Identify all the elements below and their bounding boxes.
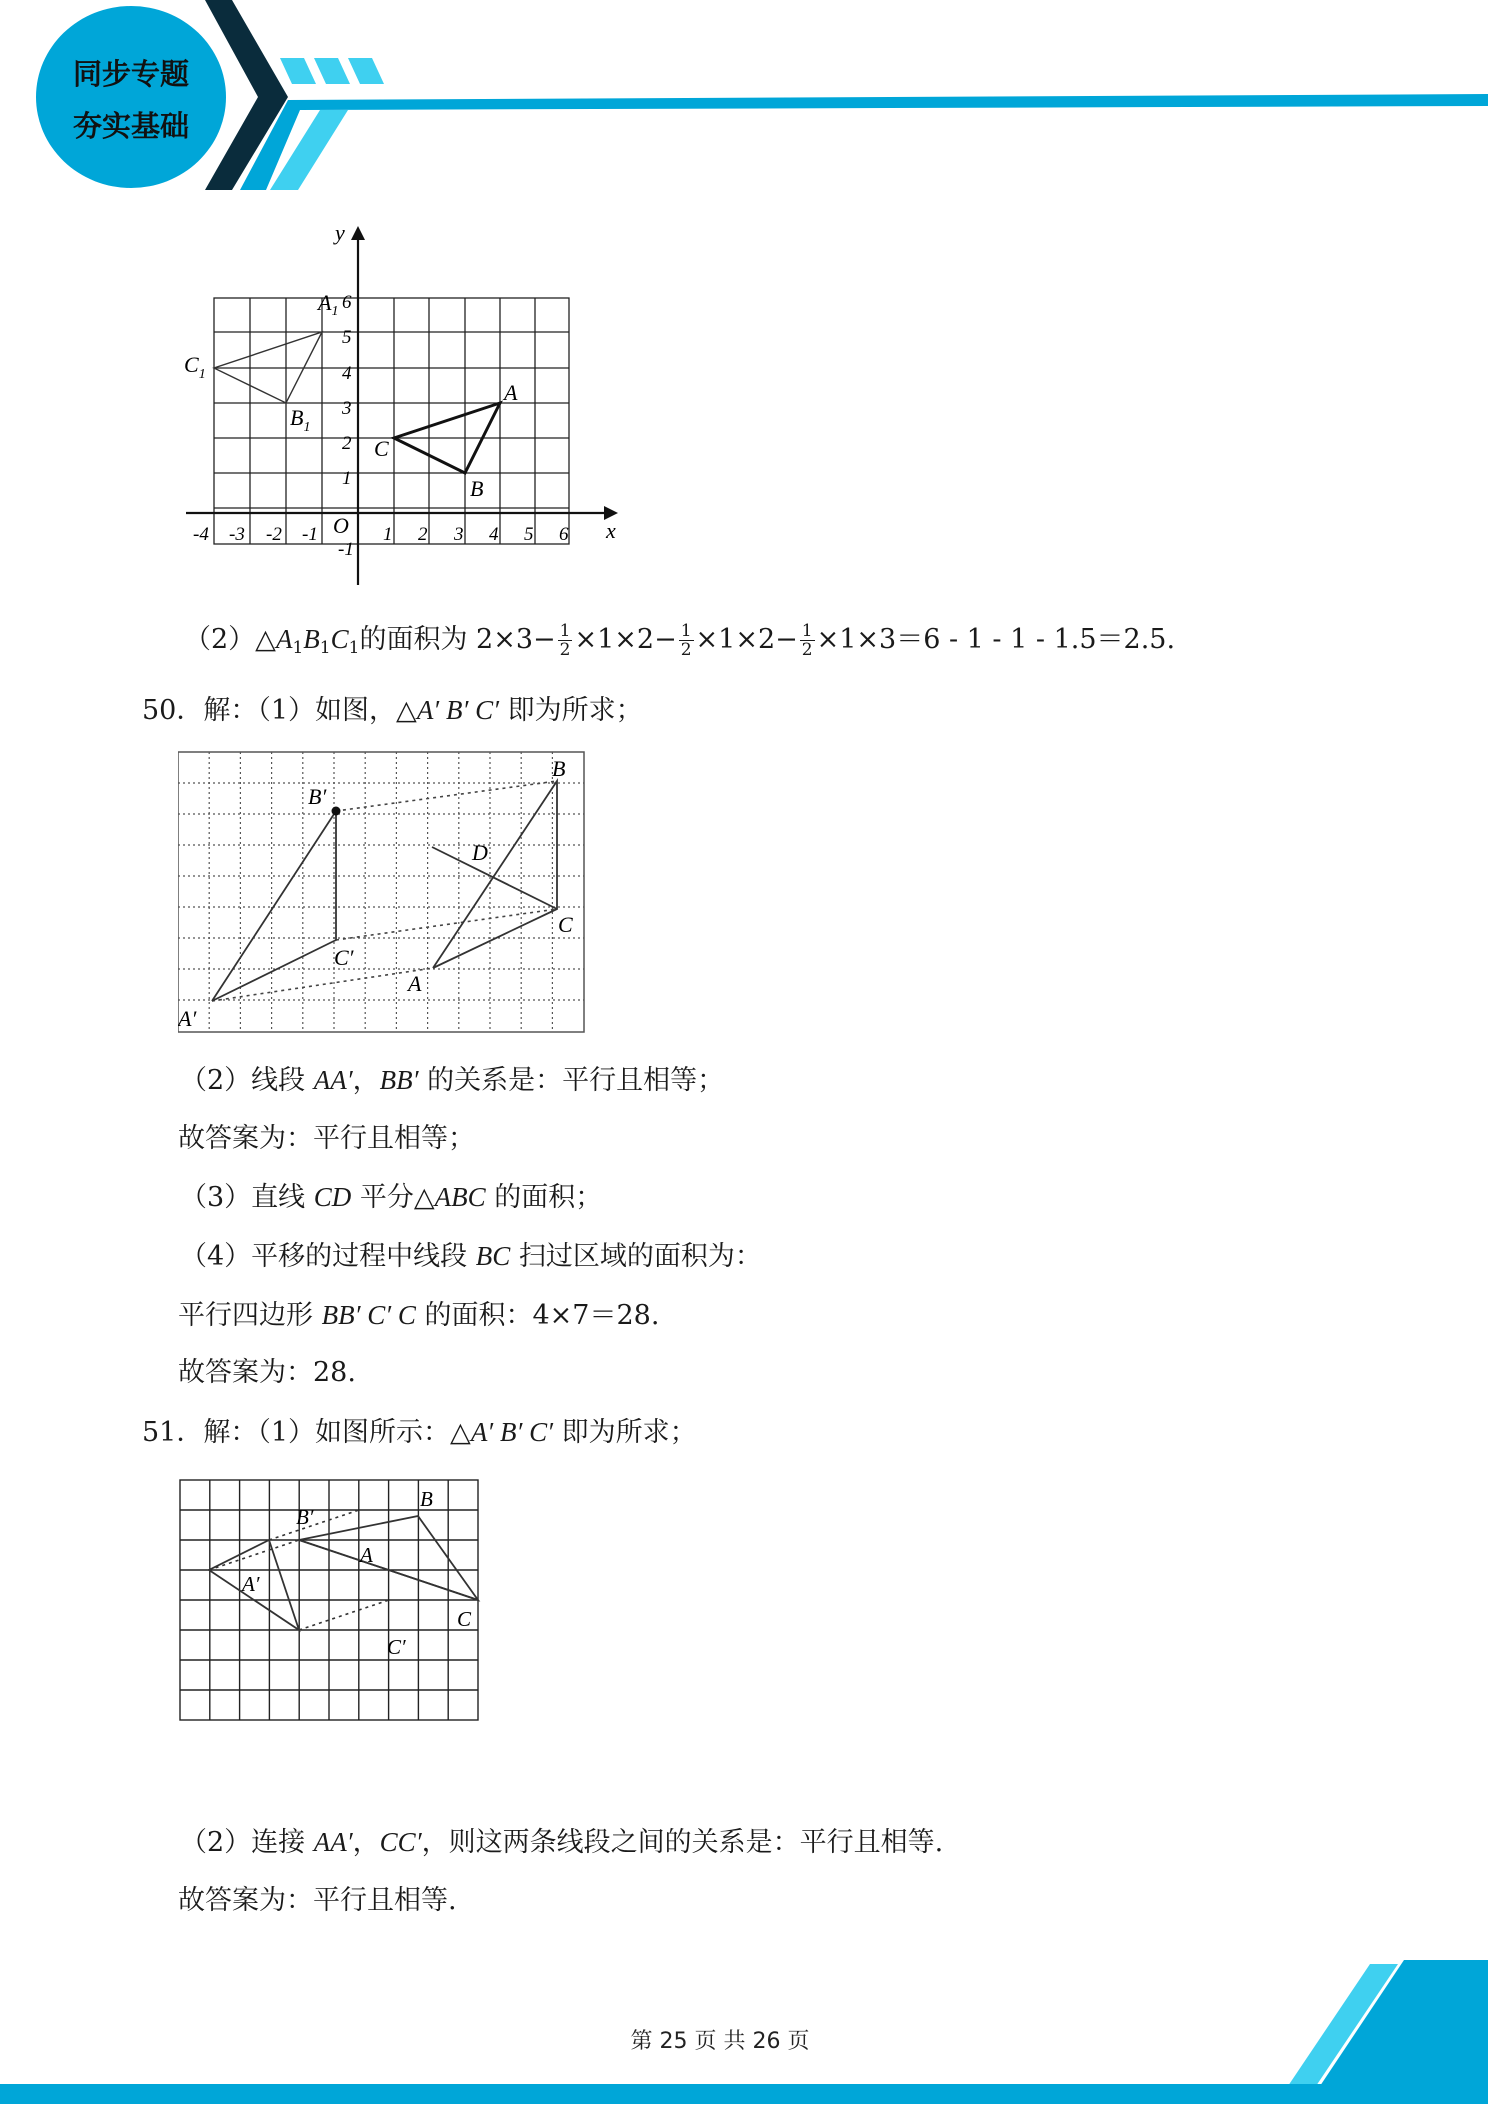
var: A′ B′ C′ (416, 695, 500, 725)
q50-part2 (180, 1063, 724, 1098)
sub: 1 (319, 638, 331, 658)
q51-part2 (180, 1825, 943, 1860)
header-stripe-2 (314, 58, 350, 84)
text: ×1×2− (574, 624, 677, 655)
page-number: 第 25 页 共 26 页 (630, 2029, 810, 2054)
text: ×1×3＝6 ‑ 1 ‑ 1 ‑ 1.5＝2.5. (816, 624, 1176, 655)
text: （2）连接 (180, 1827, 314, 1858)
label-B-prime: B′ (308, 784, 327, 809)
x-tick: 4 (489, 524, 499, 545)
point-B-prime (332, 807, 341, 816)
badge-title-line1: 同步专题 (72, 57, 189, 91)
text: 的面积：4×7＝28. (415, 1300, 660, 1331)
x-tick: 5 (524, 524, 534, 545)
var: BB′ C′ C (321, 1300, 416, 1330)
text: 即为所求； (553, 1417, 697, 1448)
vertex-labels (178, 756, 573, 1031)
x-tick: -4 (193, 524, 209, 545)
axes (186, 236, 608, 585)
vertex-labels (240, 1487, 472, 1659)
y-tick: 5 (342, 327, 352, 348)
line-CD (432, 847, 557, 909)
sub: 1 (348, 638, 360, 658)
x-tick: 2 (418, 524, 428, 545)
figure-49-coordinate-grid (178, 220, 628, 600)
header-badge (36, 6, 226, 188)
x-axis-label: x (606, 518, 616, 543)
x-tick: 3 (454, 524, 464, 545)
header-stripe-3 (348, 58, 384, 84)
figure-51-grid (178, 1476, 482, 1722)
grid-lines (214, 298, 569, 544)
label-A: A (360, 1543, 373, 1567)
var: CC′ (379, 1827, 422, 1857)
badge-title-line2: 夯实基础 (72, 109, 189, 143)
label-B: B (552, 756, 566, 781)
q49-part2-line (184, 622, 1175, 665)
fraction-half: $\frac{1}{2}$ (680, 621, 692, 660)
x-tick: 6 (559, 524, 569, 545)
var-a: A (275, 624, 293, 654)
page-header (0, 0, 1488, 200)
text: ， (352, 1065, 380, 1096)
y-axis-arrow (351, 226, 365, 240)
label-B: B (470, 476, 484, 501)
label-A: A (408, 971, 422, 996)
footer-bar (0, 2084, 1488, 2104)
var: CD (313, 1182, 352, 1212)
q51-answer: 故答案为：平行且相等. (178, 1885, 457, 1916)
var: A′ B′ C′ (470, 1417, 554, 1447)
grid-lines (180, 1480, 478, 1720)
text: （4）平移的过程中线段 (180, 1241, 476, 1272)
label-C: C (457, 1607, 472, 1631)
y-tick: 1 (342, 468, 352, 489)
q50-part3 (180, 1180, 602, 1215)
var: ABC (434, 1182, 486, 1212)
x-tick: -3 (229, 524, 245, 545)
header-slash-primary (240, 94, 1488, 190)
text: 50．解：（1）如图，△ (142, 695, 417, 726)
text: 平行四边形 (178, 1300, 322, 1331)
text: ×1×2− (695, 624, 798, 655)
q50-answer-2: 故答案为：28. (178, 1357, 356, 1388)
q50-part4 (180, 1239, 762, 1274)
label-A: A (504, 380, 518, 405)
y-tick: -1 (338, 539, 354, 560)
text: （2）△ (184, 624, 276, 655)
origin-label: O (333, 513, 349, 538)
var-b: B (303, 624, 320, 654)
label-C-prime: C′ (387, 1635, 406, 1659)
x-tick: -1 (302, 524, 318, 545)
text: 平分△ (351, 1182, 435, 1213)
figure-50-grid (178, 748, 596, 1040)
x-tick: -2 (266, 524, 282, 545)
fraction-half: $\frac{1}{2}$ (801, 621, 813, 660)
text: 扫过区域的面积为： (510, 1241, 762, 1272)
var-c: C (330, 624, 349, 654)
triangle-ABC (433, 781, 557, 968)
text: 的面积； (485, 1182, 603, 1213)
y-tick: 3 (342, 398, 352, 419)
header-stripe-1 (280, 58, 316, 84)
triangle-A'B'C' (212, 811, 336, 1001)
y-axis-label: y (335, 220, 345, 245)
text: （2）线段 (180, 1065, 314, 1096)
sub: 1 (292, 638, 304, 658)
label-B: B (420, 1487, 433, 1511)
text: ， (352, 1827, 380, 1858)
var: AA′ (313, 1065, 353, 1095)
q51-intro (142, 1415, 697, 1450)
x-tick: 1 (383, 524, 393, 545)
label-B1: $B_1$ (290, 405, 311, 435)
fraction-half: $\frac{1}{2}$ (559, 621, 571, 660)
text: （3）直线 (180, 1182, 314, 1213)
label-C1: $C_1$ (184, 352, 206, 382)
y-tick: 4 (342, 363, 352, 384)
label-C-prime: C′ (334, 945, 354, 970)
text: 即为所求； (499, 695, 643, 726)
label-A1: $A_1$ (318, 290, 339, 319)
q50-answer-1: 故答案为：平行且相等； (178, 1123, 475, 1154)
var: BC (475, 1241, 511, 1271)
label-C: C (374, 436, 389, 461)
y-tick: 2 (342, 433, 352, 454)
var: BB′ (379, 1065, 419, 1095)
text: 的面积为 2×3− (359, 624, 556, 655)
text: ，则这两条线段之间的关系是：平行且相等. (421, 1827, 944, 1858)
y-tick: 6 (342, 292, 352, 313)
q50-part5 (178, 1298, 659, 1333)
var: AA′ (313, 1827, 353, 1857)
q50-intro (142, 693, 643, 728)
text: 的关系是：平行且相等； (418, 1065, 725, 1096)
label-C: C (558, 912, 573, 937)
label-A-prime: A′ (242, 1572, 260, 1596)
label-D: D (472, 840, 488, 865)
label-A-prime: A′ (178, 1006, 197, 1031)
text: 51．解：（1）如图所示：△ (142, 1417, 471, 1448)
label-B-prime: B′ (296, 1505, 314, 1529)
